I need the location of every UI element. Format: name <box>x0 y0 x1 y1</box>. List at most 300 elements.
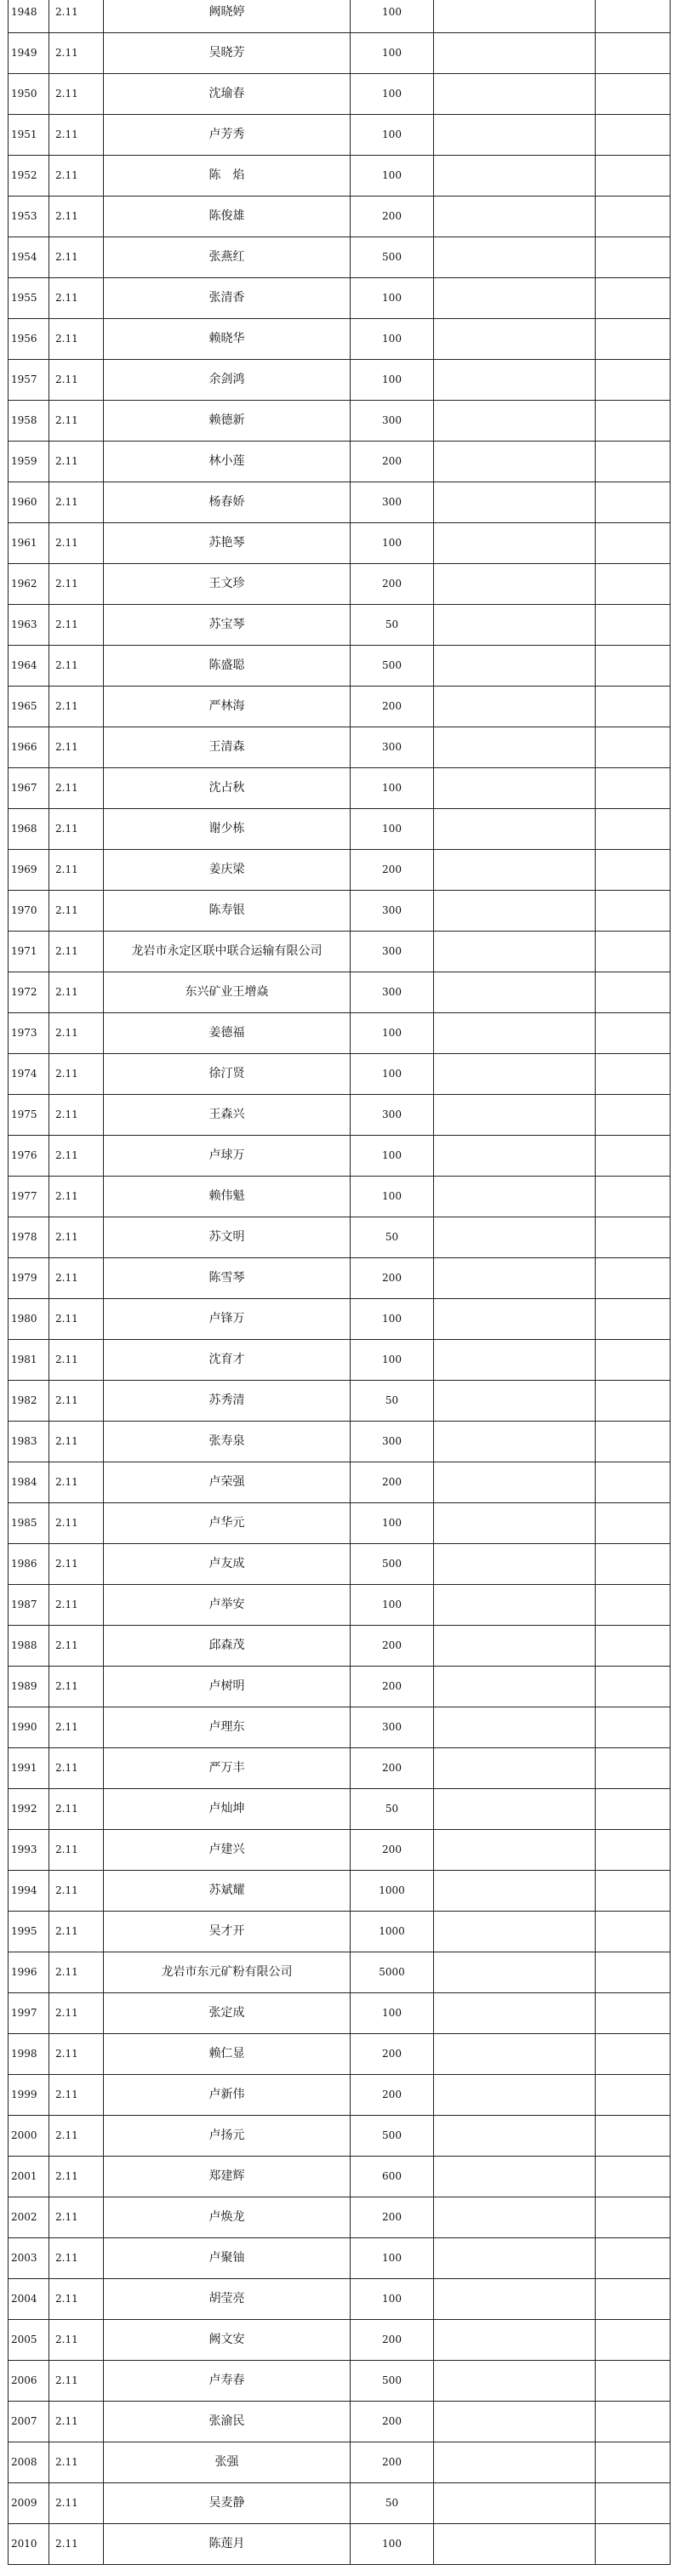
empty-cell <box>434 1054 596 1095</box>
table-row <box>9 319 671 360</box>
amount-cell: 100 <box>351 278 434 319</box>
empty-cell <box>434 2238 596 2279</box>
empty-cell <box>434 237 596 278</box>
donor-name-cell: 姜庆梁 <box>104 850 351 891</box>
donor-name-cell: 张寿泉 <box>104 1422 351 1462</box>
table-row <box>9 1422 671 1462</box>
empty-cell <box>434 1544 596 1585</box>
date-cell: 2.11 <box>49 2483 104 2524</box>
serial-number-cell: 1949 <box>9 33 49 74</box>
serial-number-cell: 2002 <box>9 2197 49 2238</box>
donor-name-cell: 陈 焰 <box>104 156 351 197</box>
empty-cell <box>434 646 596 687</box>
empty-cell <box>434 972 596 1013</box>
date-cell: 2.11 <box>49 891 104 932</box>
amount-cell: 1000 <box>351 1871 434 1912</box>
empty-cell <box>434 768 596 809</box>
amount-cell: 200 <box>351 687 434 727</box>
date-cell: 2.11 <box>49 197 104 237</box>
empty-cell <box>596 891 671 932</box>
table-row <box>9 442 671 482</box>
date-cell: 2.11 <box>49 482 104 523</box>
serial-number-cell: 1994 <box>9 1871 49 1912</box>
serial-number-cell: 1969 <box>9 850 49 891</box>
donor-name-cell: 谢少栋 <box>104 809 351 850</box>
table-row <box>9 1993 671 2034</box>
serial-number-cell: 1997 <box>9 1993 49 2034</box>
empty-cell <box>596 1299 671 1340</box>
empty-cell <box>596 33 671 74</box>
table-row <box>9 115 671 156</box>
donor-name-cell: 苏宝琴 <box>104 605 351 646</box>
empty-cell <box>434 2157 596 2197</box>
serial-number-cell: 1986 <box>9 1544 49 1585</box>
amount-cell: 200 <box>351 850 434 891</box>
donor-name-cell: 姜德福 <box>104 1013 351 1054</box>
serial-number-cell: 1991 <box>9 1748 49 1789</box>
serial-number-cell: 1981 <box>9 1340 49 1381</box>
amount-cell: 500 <box>351 1544 434 1585</box>
serial-number-cell: 1965 <box>9 687 49 727</box>
date-cell: 2.11 <box>49 605 104 646</box>
date-cell: 2.11 <box>49 768 104 809</box>
donor-name-cell: 吴麦静 <box>104 2483 351 2524</box>
serial-number-cell: 1988 <box>9 1626 49 1667</box>
empty-cell <box>434 523 596 564</box>
table-row <box>9 1707 671 1748</box>
donor-name-cell: 苏斌耀 <box>104 1871 351 1912</box>
table-row <box>9 1544 671 1585</box>
donor-name-cell: 赖仁显 <box>104 2034 351 2075</box>
date-cell: 2.11 <box>49 237 104 278</box>
table-row <box>9 1177 671 1217</box>
date-cell: 2.11 <box>49 1830 104 1871</box>
date-cell: 2.11 <box>49 1136 104 1177</box>
serial-number-cell: 2003 <box>9 2238 49 2279</box>
amount-cell: 200 <box>351 2442 434 2483</box>
donor-name-cell: 吴才开 <box>104 1912 351 1952</box>
donor-name-cell: 张清香 <box>104 278 351 319</box>
date-cell: 2.11 <box>49 1054 104 1095</box>
serial-number-cell: 1955 <box>9 278 49 319</box>
donor-name-cell: 苏秀清 <box>104 1381 351 1422</box>
serial-number-cell: 1993 <box>9 1830 49 1871</box>
amount-cell: 100 <box>351 74 434 115</box>
serial-number-cell: 2007 <box>9 2402 49 2442</box>
date-cell: 2.11 <box>49 850 104 891</box>
amount-cell: 500 <box>351 2116 434 2157</box>
empty-cell <box>596 1871 671 1912</box>
donor-name-cell: 卢球万 <box>104 1136 351 1177</box>
serial-number-cell: 1959 <box>9 442 49 482</box>
empty-cell <box>596 1707 671 1748</box>
serial-number-cell: 1975 <box>9 1095 49 1136</box>
donor-name-cell: 陈盛聪 <box>104 646 351 687</box>
date-cell: 2.11 <box>49 319 104 360</box>
amount-cell: 200 <box>351 1258 434 1299</box>
table-row <box>9 2483 671 2524</box>
empty-cell <box>434 1217 596 1258</box>
empty-cell <box>596 809 671 850</box>
table-row <box>9 1095 671 1136</box>
table-row <box>9 401 671 442</box>
amount-cell: 100 <box>351 0 434 33</box>
empty-cell <box>596 2075 671 2116</box>
date-cell: 2.11 <box>49 646 104 687</box>
serial-number-cell: 2009 <box>9 2483 49 2524</box>
serial-number-cell: 2010 <box>9 2524 49 2565</box>
donor-name-cell: 苏文明 <box>104 1217 351 1258</box>
donor-name-cell: 陈雪琴 <box>104 1258 351 1299</box>
serial-number-cell: 1979 <box>9 1258 49 1299</box>
empty-cell <box>596 115 671 156</box>
donor-name-cell: 卢灿坤 <box>104 1789 351 1830</box>
date-cell: 2.11 <box>49 972 104 1013</box>
table-row <box>9 646 671 687</box>
donor-name-cell: 杨春娇 <box>104 482 351 523</box>
serial-number-cell: 1958 <box>9 401 49 442</box>
table-row <box>9 0 671 33</box>
table-row <box>9 1952 671 1993</box>
empty-cell <box>596 1626 671 1667</box>
amount-cell: 200 <box>351 1830 434 1871</box>
donor-name-cell: 沈育才 <box>104 1340 351 1381</box>
serial-number-cell: 1983 <box>9 1422 49 1462</box>
date-cell: 2.11 <box>49 1217 104 1258</box>
empty-cell <box>596 932 671 972</box>
table-row <box>9 1340 671 1381</box>
amount-cell: 100 <box>351 809 434 850</box>
table-row <box>9 156 671 197</box>
date-cell: 2.11 <box>49 1912 104 1952</box>
empty-cell <box>434 727 596 768</box>
donor-name-cell: 卢友成 <box>104 1544 351 1585</box>
empty-cell <box>434 1626 596 1667</box>
serial-number-cell: 2001 <box>9 2157 49 2197</box>
empty-cell <box>596 646 671 687</box>
empty-cell <box>596 1381 671 1422</box>
table-row <box>9 2116 671 2157</box>
serial-number-cell: 1952 <box>9 156 49 197</box>
serial-number-cell: 2000 <box>9 2116 49 2157</box>
donor-name-cell: 余剑鸿 <box>104 360 351 401</box>
donor-name-cell: 张强 <box>104 2442 351 2483</box>
amount-cell: 50 <box>351 605 434 646</box>
date-cell: 2.11 <box>49 1503 104 1544</box>
donor-name-cell: 张燕红 <box>104 237 351 278</box>
empty-cell <box>596 442 671 482</box>
date-cell: 2.11 <box>49 278 104 319</box>
empty-cell <box>596 1054 671 1095</box>
serial-number-cell: 2006 <box>9 2361 49 2402</box>
date-cell: 2.11 <box>49 1585 104 1626</box>
amount-cell: 500 <box>351 2361 434 2402</box>
date-cell: 2.11 <box>49 2524 104 2565</box>
empty-cell <box>434 1830 596 1871</box>
empty-cell <box>434 1748 596 1789</box>
amount-cell: 100 <box>351 1993 434 2034</box>
date-cell: 2.11 <box>49 115 104 156</box>
empty-cell <box>434 2075 596 2116</box>
amount-cell: 100 <box>351 33 434 74</box>
table-row <box>9 278 671 319</box>
empty-cell <box>596 1585 671 1626</box>
empty-cell <box>596 850 671 891</box>
serial-number-cell: 1964 <box>9 646 49 687</box>
amount-cell: 100 <box>351 115 434 156</box>
table-row <box>9 1789 671 1830</box>
serial-number-cell: 1951 <box>9 115 49 156</box>
empty-cell <box>596 197 671 237</box>
date-cell: 2.11 <box>49 0 104 33</box>
serial-number-cell: 1957 <box>9 360 49 401</box>
donor-name-cell: 邱森茂 <box>104 1626 351 1667</box>
empty-cell <box>596 1258 671 1299</box>
date-cell: 2.11 <box>49 1626 104 1667</box>
amount-cell: 600 <box>351 2157 434 2197</box>
amount-cell: 300 <box>351 482 434 523</box>
table-row <box>9 2402 671 2442</box>
empty-cell <box>596 605 671 646</box>
serial-number-cell: 1962 <box>9 564 49 605</box>
date-cell: 2.11 <box>49 74 104 115</box>
empty-cell <box>596 687 671 727</box>
table-row <box>9 2524 671 2565</box>
empty-cell <box>596 1422 671 1462</box>
table-row <box>9 1830 671 1871</box>
table-row <box>9 1462 671 1503</box>
donor-name-cell: 卢锋万 <box>104 1299 351 1340</box>
amount-cell: 200 <box>351 1748 434 1789</box>
date-cell: 2.11 <box>49 1667 104 1707</box>
date-cell: 2.11 <box>49 1177 104 1217</box>
empty-cell <box>434 156 596 197</box>
empty-cell <box>434 1871 596 1912</box>
donor-name-cell: 赖德新 <box>104 401 351 442</box>
amount-cell: 100 <box>351 1177 434 1217</box>
empty-cell <box>434 2483 596 2524</box>
amount-cell: 200 <box>351 1667 434 1707</box>
donor-name-cell: 卢寿春 <box>104 2361 351 2402</box>
date-cell: 2.11 <box>49 1544 104 1585</box>
amount-cell: 100 <box>351 1054 434 1095</box>
empty-cell <box>434 2034 596 2075</box>
amount-cell: 200 <box>351 2402 434 2442</box>
serial-number-cell: 1985 <box>9 1503 49 1544</box>
date-cell: 2.11 <box>49 2197 104 2238</box>
empty-cell <box>596 237 671 278</box>
amount-cell: 200 <box>351 2075 434 2116</box>
amount-cell: 100 <box>351 768 434 809</box>
donor-name-cell: 陈寿银 <box>104 891 351 932</box>
empty-cell <box>434 891 596 932</box>
table-row <box>9 809 671 850</box>
date-cell: 2.11 <box>49 2361 104 2402</box>
empty-cell <box>434 1993 596 2034</box>
donor-name-cell: 王清森 <box>104 727 351 768</box>
amount-cell: 100 <box>351 1503 434 1544</box>
table-row <box>9 2442 671 2483</box>
amount-cell: 5000 <box>351 1952 434 1993</box>
date-cell: 2.11 <box>49 156 104 197</box>
empty-cell <box>434 1177 596 1217</box>
donor-name-cell: 东兴矿业王增焱 <box>104 972 351 1013</box>
date-cell: 2.11 <box>49 33 104 74</box>
donor-name-cell: 龙岩市永定区联中联合运输有限公司 <box>104 932 351 972</box>
amount-cell: 300 <box>351 932 434 972</box>
donor-name-cell: 卢华元 <box>104 1503 351 1544</box>
date-cell: 2.11 <box>49 1299 104 1340</box>
table-row <box>9 74 671 115</box>
serial-number-cell: 1973 <box>9 1013 49 1054</box>
empty-cell <box>434 2279 596 2320</box>
empty-cell <box>596 1993 671 2034</box>
table-row <box>9 1912 671 1952</box>
empty-cell <box>434 1585 596 1626</box>
table-row <box>9 972 671 1013</box>
amount-cell: 100 <box>351 1136 434 1177</box>
amount-cell: 100 <box>351 523 434 564</box>
empty-cell <box>596 1830 671 1871</box>
date-cell: 2.11 <box>49 687 104 727</box>
table-row <box>9 1136 671 1177</box>
empty-cell <box>434 1952 596 1993</box>
amount-cell: 500 <box>351 646 434 687</box>
empty-cell <box>434 1136 596 1177</box>
amount-cell: 200 <box>351 2034 434 2075</box>
serial-number-cell: 1963 <box>9 605 49 646</box>
table-row <box>9 1748 671 1789</box>
amount-cell: 100 <box>351 1585 434 1626</box>
table-row <box>9 2034 671 2075</box>
amount-cell: 300 <box>351 891 434 932</box>
donor-name-cell: 卢举安 <box>104 1585 351 1626</box>
empty-cell <box>434 1422 596 1462</box>
donor-name-cell: 苏艳琴 <box>104 523 351 564</box>
table-row <box>9 1013 671 1054</box>
serial-number-cell: 1996 <box>9 1952 49 1993</box>
donor-name-cell: 卢聚铀 <box>104 2238 351 2279</box>
table-row <box>9 605 671 646</box>
table-row <box>9 2279 671 2320</box>
amount-cell: 500 <box>351 237 434 278</box>
table-row <box>9 33 671 74</box>
table-row <box>9 2238 671 2279</box>
empty-cell <box>596 319 671 360</box>
empty-cell <box>434 2320 596 2361</box>
empty-cell <box>434 1299 596 1340</box>
table-row <box>9 523 671 564</box>
serial-number-cell: 1956 <box>9 319 49 360</box>
date-cell: 2.11 <box>49 1462 104 1503</box>
serial-number-cell: 1987 <box>9 1585 49 1626</box>
table-row <box>9 360 671 401</box>
date-cell: 2.11 <box>49 1013 104 1054</box>
amount-cell: 200 <box>351 442 434 482</box>
serial-number-cell: 2008 <box>9 2442 49 2483</box>
empty-cell <box>434 115 596 156</box>
empty-cell <box>596 278 671 319</box>
date-cell: 2.11 <box>49 2075 104 2116</box>
amount-cell: 100 <box>351 1299 434 1340</box>
empty-cell <box>434 1013 596 1054</box>
empty-cell <box>596 1789 671 1830</box>
amount-cell: 50 <box>351 1381 434 1422</box>
serial-number-cell: 1972 <box>9 972 49 1013</box>
empty-cell <box>434 1258 596 1299</box>
date-cell: 2.11 <box>49 1993 104 2034</box>
amount-cell: 200 <box>351 564 434 605</box>
empty-cell <box>434 2361 596 2402</box>
serial-number-cell: 1966 <box>9 727 49 768</box>
empty-cell <box>596 482 671 523</box>
empty-cell <box>434 605 596 646</box>
empty-cell <box>434 1789 596 1830</box>
empty-cell <box>434 1095 596 1136</box>
table-row <box>9 1381 671 1422</box>
amount-cell: 300 <box>351 1422 434 1462</box>
serial-number-cell: 1999 <box>9 2075 49 2116</box>
empty-cell <box>596 2320 671 2361</box>
empty-cell <box>596 401 671 442</box>
date-cell: 2.11 <box>49 1381 104 1422</box>
date-cell: 2.11 <box>49 1095 104 1136</box>
serial-number-cell: 1978 <box>9 1217 49 1258</box>
empty-cell <box>434 319 596 360</box>
serial-number-cell: 1989 <box>9 1667 49 1707</box>
donor-name-cell: 卢建兴 <box>104 1830 351 1871</box>
empty-cell <box>596 74 671 115</box>
donor-name-cell: 郑建辉 <box>104 2157 351 2197</box>
serial-number-cell: 1967 <box>9 768 49 809</box>
amount-cell: 100 <box>351 156 434 197</box>
empty-cell <box>596 523 671 564</box>
amount-cell: 200 <box>351 2320 434 2361</box>
amount-cell: 100 <box>351 319 434 360</box>
serial-number-cell: 1968 <box>9 809 49 850</box>
date-cell: 2.11 <box>49 2279 104 2320</box>
table-row <box>9 1626 671 1667</box>
serial-number-cell: 1960 <box>9 482 49 523</box>
serial-number-cell: 1971 <box>9 932 49 972</box>
table-row <box>9 1871 671 1912</box>
empty-cell <box>434 1707 596 1748</box>
table-row <box>9 2320 671 2361</box>
donor-name-cell: 严万丰 <box>104 1748 351 1789</box>
donor-name-cell: 陈俊雄 <box>104 197 351 237</box>
amount-cell: 200 <box>351 1626 434 1667</box>
empty-cell <box>434 564 596 605</box>
donor-name-cell: 徐汀贤 <box>104 1054 351 1095</box>
donor-name-cell: 吴晓芳 <box>104 33 351 74</box>
amount-cell: 100 <box>351 2238 434 2279</box>
amount-cell: 50 <box>351 2483 434 2524</box>
table-row <box>9 197 671 237</box>
empty-cell <box>434 1381 596 1422</box>
empty-cell <box>596 2483 671 2524</box>
table-row <box>9 1258 671 1299</box>
serial-number-cell: 1961 <box>9 523 49 564</box>
empty-cell <box>596 1748 671 1789</box>
donor-name-cell: 张定成 <box>104 1993 351 2034</box>
donor-name-cell: 赖伟魁 <box>104 1177 351 1217</box>
date-cell: 2.11 <box>49 442 104 482</box>
amount-cell: 100 <box>351 360 434 401</box>
serial-number-cell: 1948 <box>9 0 49 33</box>
empty-cell <box>596 1544 671 1585</box>
donor-name-cell: 严林海 <box>104 687 351 727</box>
empty-cell <box>596 1912 671 1952</box>
